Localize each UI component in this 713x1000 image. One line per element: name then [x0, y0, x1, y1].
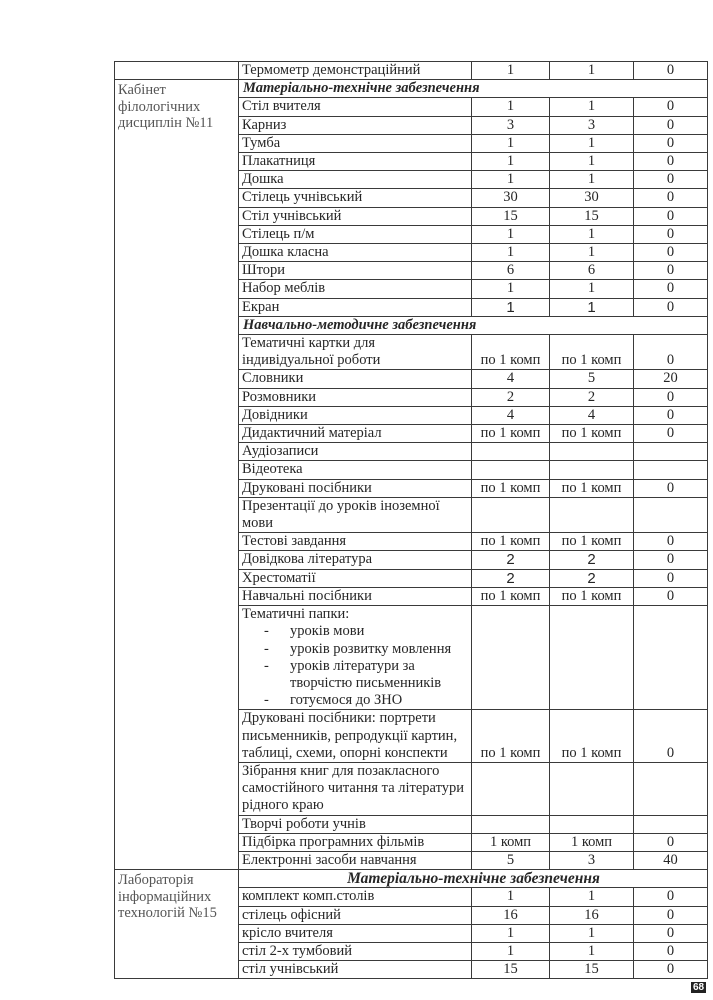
item-name-cell: Дошка класна: [239, 244, 472, 262]
planned-qty-cell: 1: [472, 942, 550, 960]
needed-qty-cell: 20: [634, 370, 708, 388]
planned-qty-cell: [472, 762, 550, 815]
actual-qty-cell: 15: [550, 961, 634, 979]
planned-qty-cell: по 1 комп: [472, 335, 550, 370]
item-name-cell: Тематичні картки для індивідуальної роботи: [239, 335, 472, 370]
needed-qty-cell: 0: [634, 153, 708, 171]
item-name-cell: Електронні засоби навчання: [239, 851, 472, 869]
needed-qty-cell: [634, 606, 708, 710]
item-name-cell: комплект комп.столів: [239, 888, 472, 906]
needed-qty-cell: 0: [634, 533, 708, 551]
planned-qty-cell: 15: [472, 207, 550, 225]
planned-qty-cell: 5: [472, 851, 550, 869]
planned-qty-cell: по 1 комп: [472, 479, 550, 497]
item-name-cell: стіл 2-х тумбовий: [239, 942, 472, 960]
planned-qty-cell: 1: [472, 225, 550, 243]
planned-qty-cell: 1: [472, 134, 550, 152]
item-name-cell: [239, 606, 472, 710]
actual-qty-cell: 1: [550, 225, 634, 243]
planned-qty-cell: 2: [472, 388, 550, 406]
item-name-cell: Термометр демонстраційний: [239, 62, 472, 80]
planned-qty-cell: [472, 815, 550, 833]
item-name-cell: Стілець учнівський: [239, 189, 472, 207]
needed-qty-cell: 0: [634, 171, 708, 189]
needed-qty-cell: [634, 461, 708, 479]
needed-qty-cell: 0: [634, 388, 708, 406]
needed-qty-cell: 0: [634, 207, 708, 225]
actual-qty-cell: [550, 497, 634, 532]
item-name-cell: Плакатниця: [239, 153, 472, 171]
planned-qty-cell: 1: [472, 171, 550, 189]
planned-qty-cell: 4: [472, 406, 550, 424]
item-name-cell: Екран: [239, 298, 472, 316]
table-row: [115, 62, 708, 80]
needed-qty-cell: 0: [634, 961, 708, 979]
item-name-cell: Творчі роботи учнів: [239, 815, 472, 833]
section-heading: Матеріально-технічне забезпечення: [239, 870, 708, 888]
actual-qty-cell: 16: [550, 906, 634, 924]
needed-qty-cell: 0: [634, 710, 708, 763]
needed-qty-cell: 0: [634, 134, 708, 152]
actual-qty-cell: 1: [550, 942, 634, 960]
planned-qty-cell: 30: [472, 189, 550, 207]
item-name-cell: Зібрання книг для позакласного самостійного читання та літератури рідного краю: [239, 762, 472, 815]
item-name-cell: Словники: [239, 370, 472, 388]
item-name-cell: Дошка: [239, 171, 472, 189]
actual-qty-cell: [550, 815, 634, 833]
item-name: Тематичні папки:: [242, 606, 350, 623]
actual-qty-cell: 5: [550, 370, 634, 388]
actual-qty-cell: по 1 комп: [550, 479, 634, 497]
planned-qty-cell: 2: [472, 569, 550, 587]
section-heading: Матеріально-технічне забезпечення: [239, 80, 708, 98]
needed-qty-cell: 0: [634, 924, 708, 942]
actual-qty-cell: 1: [550, 98, 634, 116]
room-name-cell: [115, 62, 239, 80]
section-row: [115, 870, 708, 888]
needed-qty-cell: 0: [634, 425, 708, 443]
actual-qty-cell: 3: [550, 116, 634, 134]
actual-qty-cell: 1: [550, 134, 634, 152]
inventory-table-body: [115, 62, 708, 979]
planned-qty-cell: по 1 комп: [472, 710, 550, 763]
planned-qty-cell: 4: [472, 370, 550, 388]
needed-qty-cell: [634, 497, 708, 532]
needed-qty-cell: 0: [634, 225, 708, 243]
needed-qty-cell: 0: [634, 280, 708, 298]
actual-qty-cell: по 1 комп: [550, 710, 634, 763]
needed-qty-cell: 0: [634, 262, 708, 280]
subitem: - уроків розвитку мовлення: [242, 641, 468, 658]
planned-qty-cell: 1: [472, 62, 550, 80]
planned-qty-cell: по 1 комп: [472, 533, 550, 551]
item-name-cell: Розмовники: [239, 388, 472, 406]
needed-qty-cell: 40: [634, 851, 708, 869]
needed-qty-cell: 0: [634, 406, 708, 424]
needed-qty-cell: 0: [634, 298, 708, 316]
item-name-cell: Навчальні посібники: [239, 587, 472, 605]
needed-qty-cell: [634, 762, 708, 815]
needed-qty-cell: 0: [634, 833, 708, 851]
item-name-cell: Презентації до уроків іноземної мови: [239, 497, 472, 532]
item-name-cell: Стілець п/м: [239, 225, 472, 243]
planned-qty-cell: [472, 443, 550, 461]
page-number: 68: [693, 982, 705, 993]
planned-qty-cell: 15: [472, 961, 550, 979]
planned-qty-cell: 1: [472, 924, 550, 942]
actual-qty-cell: 2: [550, 388, 634, 406]
actual-qty-cell: [550, 443, 634, 461]
planned-qty-cell: 3: [472, 116, 550, 134]
planned-qty-cell: 1: [472, 280, 550, 298]
planned-qty-cell: 6: [472, 262, 550, 280]
actual-qty-cell: 1: [550, 298, 634, 316]
subitem: - уроків мови: [242, 623, 468, 640]
actual-qty-cell: 1 комп: [550, 833, 634, 851]
actual-qty-cell: 6: [550, 262, 634, 280]
planned-qty-cell: 1: [472, 98, 550, 116]
needed-qty-cell: 0: [634, 335, 708, 370]
planned-qty-cell: 2: [472, 551, 550, 569]
item-name-cell: Довідники: [239, 406, 472, 424]
actual-qty-cell: [550, 461, 634, 479]
actual-qty-cell: 1: [550, 280, 634, 298]
actual-qty-cell: 4: [550, 406, 634, 424]
actual-qty-cell: 1: [550, 244, 634, 262]
actual-qty-cell: [550, 762, 634, 815]
actual-qty-cell: 1: [550, 62, 634, 80]
needed-qty-cell: [634, 443, 708, 461]
room-name-cell: Лабораторія інформаційних технологій №15: [115, 870, 239, 979]
subitem: - уроків літератури за творчістю письменників: [242, 658, 468, 692]
actual-qty-cell: по 1 комп: [550, 533, 634, 551]
planned-qty-cell: по 1 комп: [472, 587, 550, 605]
item-name-cell: Хрестоматії: [239, 569, 472, 587]
planned-qty-cell: 1: [472, 888, 550, 906]
item-name-cell: Аудіозаписи: [239, 443, 472, 461]
planned-qty-cell: 1 комп: [472, 833, 550, 851]
needed-qty-cell: 0: [634, 888, 708, 906]
needed-qty-cell: 0: [634, 62, 708, 80]
actual-qty-cell: 2: [550, 569, 634, 587]
room-name-cell: Кабінет філологічних дисциплін №11: [115, 80, 239, 870]
needed-qty-cell: 0: [634, 587, 708, 605]
planned-qty-cell: [472, 461, 550, 479]
planned-qty-cell: 1: [472, 298, 550, 316]
actual-qty-cell: 1: [550, 924, 634, 942]
needed-qty-cell: 0: [634, 551, 708, 569]
actual-qty-cell: [550, 606, 634, 710]
actual-qty-cell: 30: [550, 189, 634, 207]
item-name-cell: Друковані посібники: [239, 479, 472, 497]
item-name-cell: Стіл учнівський: [239, 207, 472, 225]
item-name-cell: Довідкова література: [239, 551, 472, 569]
item-name-cell: Штори: [239, 262, 472, 280]
section-row: [115, 80, 708, 98]
subitem: - готуємося до ЗНО: [242, 692, 468, 709]
item-name-cell: Відеотека: [239, 461, 472, 479]
item-name-cell: стілець офісний: [239, 906, 472, 924]
planned-qty-cell: 1: [472, 244, 550, 262]
needed-qty-cell: 0: [634, 189, 708, 207]
subitem-list: [242, 623, 468, 709]
planned-qty-cell: [472, 497, 550, 532]
needed-qty-cell: 0: [634, 906, 708, 924]
item-name-cell: Друковані посібники: портрети письменників, репродукції картин, таблиці, схеми, опорні конспекти: [239, 710, 472, 763]
item-name-cell: Тестові завдання: [239, 533, 472, 551]
item-name-cell: крісло вчителя: [239, 924, 472, 942]
item-name-cell: Дидактичний матеріал: [239, 425, 472, 443]
item-name-cell: Набор меблів: [239, 280, 472, 298]
item-name-cell: Підбірка програмних фільмів: [239, 833, 472, 851]
planned-qty-cell: по 1 комп: [472, 425, 550, 443]
actual-qty-cell: 1: [550, 153, 634, 171]
planned-qty-cell: 1: [472, 153, 550, 171]
item-name-cell: Тумба: [239, 134, 472, 152]
actual-qty-cell: по 1 комп: [550, 335, 634, 370]
actual-qty-cell: 1: [550, 171, 634, 189]
needed-qty-cell: 0: [634, 569, 708, 587]
inventory-table: [114, 61, 708, 979]
actual-qty-cell: по 1 комп: [550, 587, 634, 605]
planned-qty-cell: [472, 606, 550, 710]
needed-qty-cell: 0: [634, 98, 708, 116]
needed-qty-cell: [634, 815, 708, 833]
section-heading: Навчально-методичне забезпечення: [239, 316, 708, 334]
needed-qty-cell: 0: [634, 244, 708, 262]
item-name-cell: Стіл вчителя: [239, 98, 472, 116]
needed-qty-cell: 0: [634, 942, 708, 960]
actual-qty-cell: 15: [550, 207, 634, 225]
actual-qty-cell: 3: [550, 851, 634, 869]
needed-qty-cell: 0: [634, 479, 708, 497]
actual-qty-cell: по 1 комп: [550, 425, 634, 443]
item-name-cell: Карниз: [239, 116, 472, 134]
actual-qty-cell: 1: [550, 888, 634, 906]
planned-qty-cell: 16: [472, 906, 550, 924]
item-name-cell: стіл учнівський: [239, 961, 472, 979]
needed-qty-cell: 0: [634, 116, 708, 134]
actual-qty-cell: 2: [550, 551, 634, 569]
